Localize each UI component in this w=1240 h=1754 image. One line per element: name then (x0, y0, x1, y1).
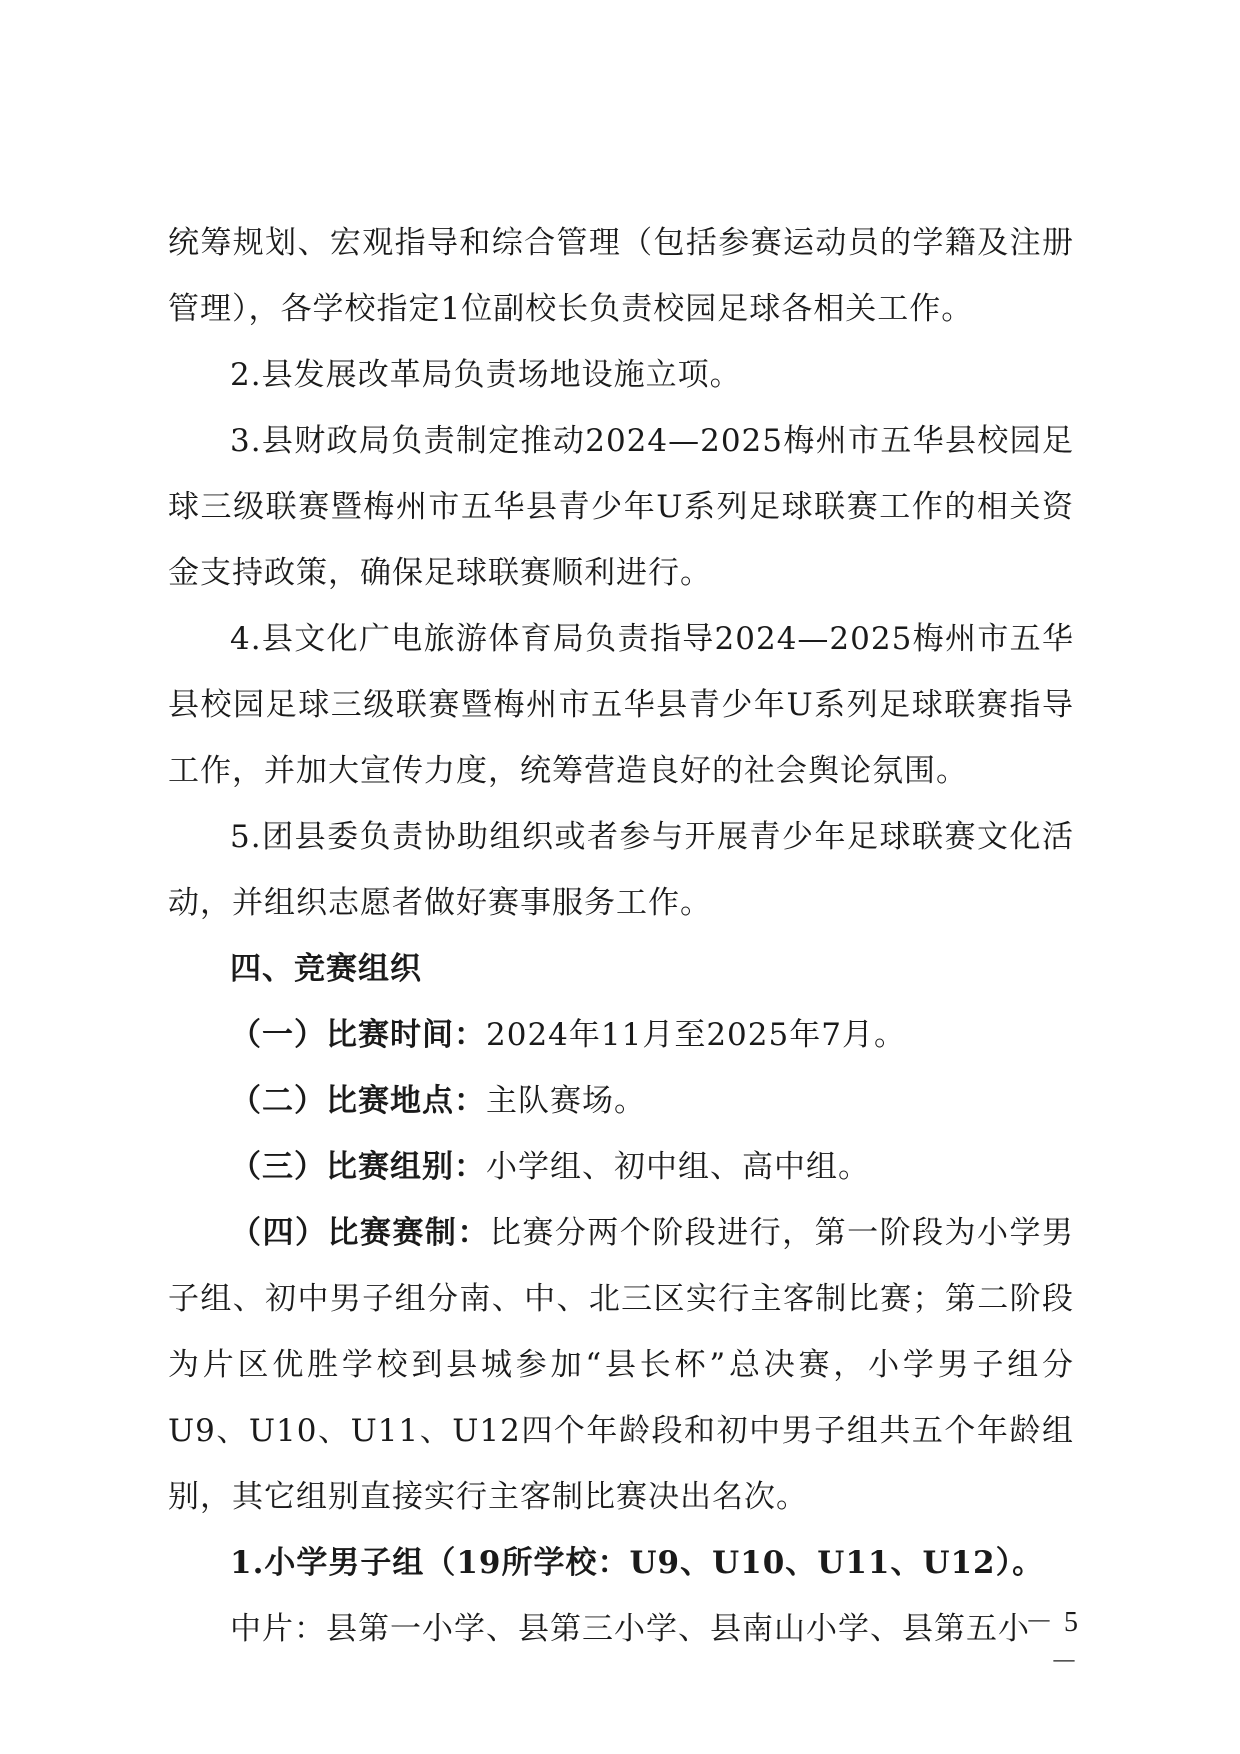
paragraph-continued: 统筹规划、宏观指导和综合管理（包括参赛运动员的学籍及注册管理），各学校指定1位副校长负责校园足球各相关工作。 (168, 225, 1074, 327)
competition-venue-value: 主队赛场。 (486, 1083, 646, 1119)
competition-groups-label: （三）比赛组别： (230, 1149, 486, 1185)
competition-venue-label: （二）比赛地点： (230, 1083, 486, 1119)
paragraph-item-3: 3.县财政局负责制定推动2024—2025梅州市五华县校园足球三级联赛暨梅州市五华县青少年U系列足球联赛工作的相关资金支持政策，确保足球联赛顺利进行。 (168, 423, 1074, 591)
paragraph-central-area: 中片：县第一小学、县第三小学、县南山小学、县第五小 (230, 1611, 1030, 1647)
competition-time (168, 1002, 1074, 1068)
document-body (168, 210, 1074, 1662)
subsection-heading-primary-boys: 1.小学男子组（19所学校：U9、U10、U11、U12）。 (230, 1545, 1045, 1581)
competition-groups-value: 小学组、初中组、高中组。 (486, 1149, 870, 1185)
competition-time-value: 2024年11月至2025年7月。 (486, 1017, 906, 1053)
competition-venue (168, 1068, 1074, 1134)
competition-format (168, 1200, 1074, 1530)
page-number: － 5 － (1024, 1607, 1080, 1678)
section-heading-4: 四、竞赛组织 (230, 951, 422, 987)
paragraph-item-2: 2.县发展改革局负责场地设施立项。 (230, 357, 742, 393)
paragraph-item-5: 5.团县委负责协助组织或者参与开展青少年足球联赛文化活动，并组织志愿者做好赛事服务工作。 (168, 819, 1074, 921)
competition-format-label: （四）比赛赛制： (230, 1215, 490, 1251)
paragraph-item-4: 4.县文化广电旅游体育局负责指导2024—2025梅州市五华县校园足球三级联赛暨梅州市五华县青少年U系列足球联赛指导工作，并加大宣传力度，统筹营造良好的社会舆论氛围。 (168, 621, 1074, 789)
competition-time-label: （一）比赛时间： (230, 1017, 486, 1053)
competition-groups (168, 1134, 1074, 1200)
competition-format-value: 比赛分两个阶段进行，第一阶段为小学男子组、初中男子组分南、中、北三区实行主客制比赛；第二阶段为片区优胜学校到县城参加“县长杯”总决赛，小学男子组分U9、U10、U11、U12四个年龄段和初中男子组共五个年龄组别，其它组别直接实行主客制比赛决出名次。 (168, 1215, 1075, 1515)
